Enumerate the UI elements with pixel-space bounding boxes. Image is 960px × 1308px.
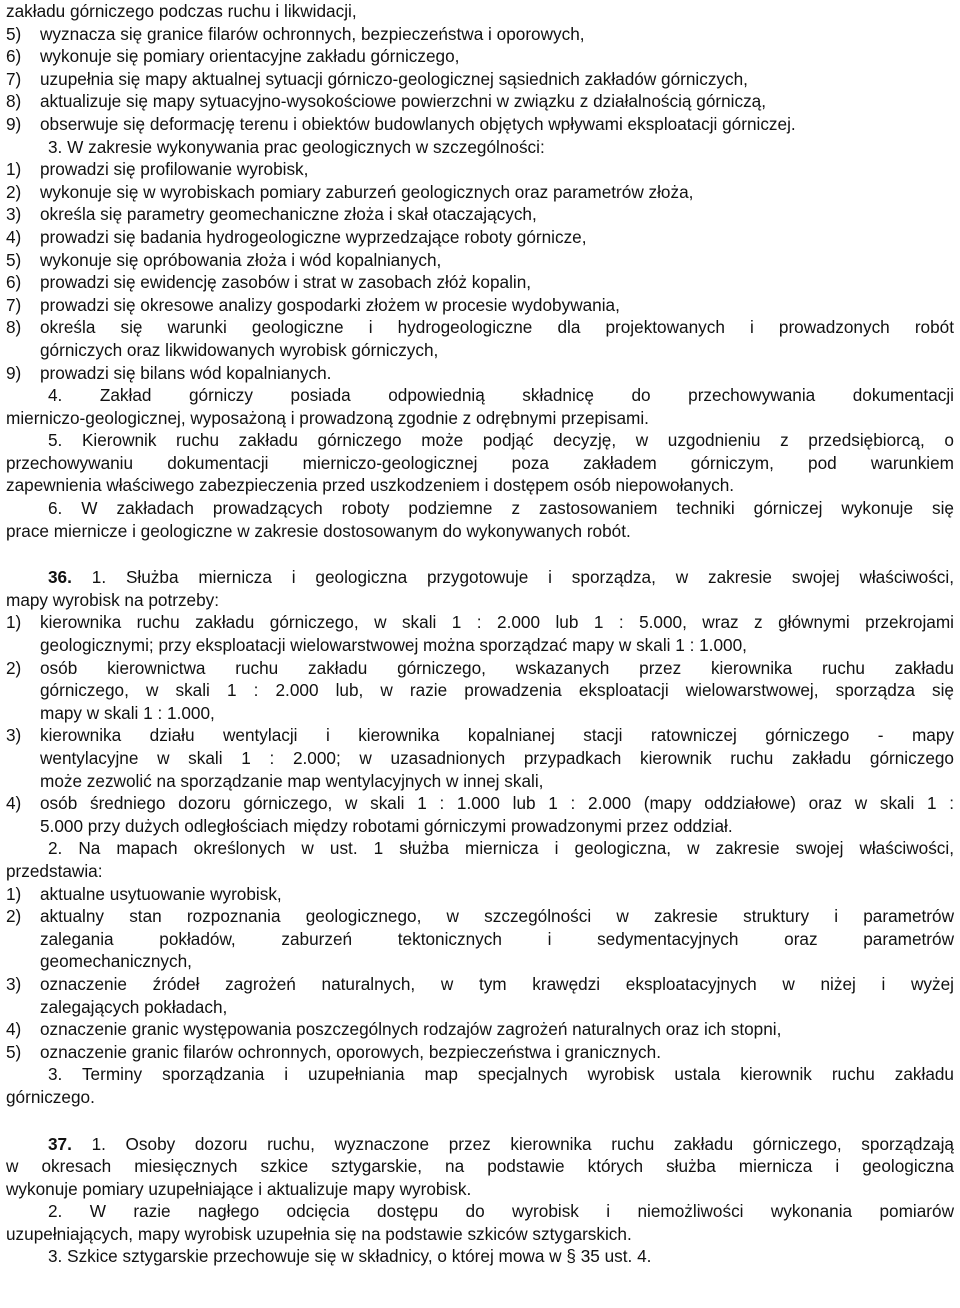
item-number: 2)	[6, 906, 22, 927]
item-number: 3)	[6, 725, 22, 746]
paragraph-line: górniczego.	[6, 1086, 95, 1107]
item-text: wykonuje się opróbowania złoża i wód kopalnianych,	[40, 249, 442, 270]
item-text: określa się parametry geomechaniczne złoża i skał otaczających,	[40, 204, 537, 225]
paragraph-line: uzupełniających, mapy wyrobisk uzupełnia się na podstawie szkiców sztygarskich.	[6, 1223, 632, 1244]
section-number: 36.	[48, 567, 72, 588]
list-item	[6, 23, 954, 46]
list-item	[6, 226, 954, 249]
list-item	[6, 316, 954, 339]
item-text: określa się warunki geologiczne i hydrogeologiczne dla projektowanych i prowadzonych robót	[40, 317, 954, 338]
item-number: 7)	[6, 294, 22, 315]
item-text: aktualny stan rozpoznania geologicznego, w szczególności w zakresie struktury i parametrów	[40, 906, 954, 927]
item-text: wykonuje się w wyrobiskach pomiary zaburzeń geologicznych oraz parametrów złoża,	[40, 181, 694, 202]
list-item	[6, 362, 954, 385]
item-number: 5)	[6, 23, 22, 44]
paragraph-line: zapewnienia właściwego zabezpieczenia przed uszkodzeniem i dostępem osób niepowołanych.	[6, 475, 735, 496]
item-number: 6)	[6, 272, 22, 293]
item-text: oznaczenie źródeł zagrożeń naturalnych, w tym krawędzi eksploatacyjnych w niżej i wyżej	[40, 973, 954, 994]
item-number: 9)	[6, 362, 22, 383]
item-number: 5)	[6, 249, 22, 270]
item-text: aktualizuje się mapy sytuacyjno-wysokościowe powierzchni w związku z działalnością górniczą,	[40, 91, 767, 112]
paragraph-line: prace miernicze i geologiczne w zakresie dostosowanym do wykonywanych robót.	[6, 520, 631, 541]
paragraph-line: przechowywaniu dokumentacji mierniczo-geologicznej poza zakładem górniczym, pod warunkiem	[6, 452, 954, 473]
list-item	[6, 271, 954, 294]
item-text-continued: górniczych oraz likwidowanych wyrobisk górniczych,	[40, 339, 439, 360]
item-text-continued: zalegających pokładach,	[40, 996, 228, 1017]
item-number: 1)	[6, 159, 22, 180]
item-text: kierownika działu wentylacji i kierownika kopalnianej stacji ratowniczej górniczego - mapy	[40, 725, 954, 746]
item-text: wykonuje się pomiary orientacyjne zakładu górniczego,	[40, 46, 460, 67]
section-gap	[6, 1109, 954, 1133]
list-item	[6, 249, 954, 272]
paragraph-line: 5. Kierownik ruchu zakładu górniczego może podjąć decyzję, w uzgodnieniu z przedsiębiorcą, o	[48, 430, 954, 451]
item-text: prowadzi się bilans wód kopalnianych.	[40, 362, 332, 383]
list-item	[6, 1041, 954, 1064]
item-text: prowadzi się ewidencję zasobów i strat w zasobach złóż kopalin,	[40, 272, 532, 293]
list-item	[6, 611, 954, 634]
list-item	[6, 113, 954, 136]
item-number: 4)	[6, 793, 22, 814]
list-item	[6, 905, 954, 928]
paragraph-line: mapy wyrobisk na potrzeby:	[6, 589, 220, 610]
list-item	[6, 657, 954, 680]
list-item	[6, 294, 954, 317]
item-number: 9)	[6, 113, 22, 134]
paragraph-line: 6. W zakładach prowadzących roboty podziemne z zastosowaniem techniki górniczej wykonuje się	[48, 498, 954, 519]
list-item	[6, 181, 954, 204]
item-number: 2)	[6, 181, 22, 202]
item-text: uzupełnia się mapy aktualnej sytuacji górniczo-geologicznej sąsiednich zakładów górniczych,	[40, 68, 748, 89]
item-number: 5)	[6, 1041, 22, 1062]
list-item	[6, 68, 954, 91]
item-text-continued: geologicznymi; przy eksploatacji wielowarstwowej można sporządzać mapy w skali 1 : 1.000,	[40, 635, 747, 656]
item-number: 6)	[6, 46, 22, 67]
paragraph-text: 1. Służba miernicza i geologiczna przygotowuje i sporządza, w zakresie swojej właściwości,	[91, 567, 954, 588]
item-number: 1)	[6, 883, 22, 904]
paragraph-intro: 3. W zakresie wykonywania prac geologicznych w szczególności:	[48, 136, 545, 157]
section-number: 37.	[48, 1133, 72, 1154]
item-number: 8)	[6, 317, 22, 338]
item-text: prowadzi się okresowe analizy gospodarki złożem w procesie wydobywania,	[40, 294, 620, 315]
list-item	[6, 45, 954, 68]
paragraph-line: 4. Zakład górniczy posiada odpowiednią składnicę do przechowywania dokumentacji	[48, 385, 954, 406]
item-text-continued: górniczego, w skali 1 : 2.000 lub, w razie prowadzenia eksploatacji wielowarstwowej, sporządza się	[40, 680, 954, 701]
item-text: obserwuje się deformację terenu i obiektów budowlanych objętych wpływami eksploatacji górniczej.	[40, 113, 796, 134]
paragraph-line: 2. W razie nagłego odcięcia dostępu do wyrobisk i niemożliwości wykonania pomiarów	[48, 1201, 954, 1222]
item-text: osób średniego dozoru górniczego, w skali 1 : 1.000 lub 1 : 2.000 (mapy oddziałowe) oraz w skali 1 :	[40, 793, 954, 814]
list-item	[6, 158, 954, 181]
list-item	[6, 883, 954, 906]
item-text-continued: wentylacyjne w skali 1 : 2.000; w uzasadnionych przypadkach kierownik ruchu zakładu górniczego	[40, 748, 954, 768]
item-number: 8)	[6, 91, 22, 112]
section-36-line	[6, 566, 954, 589]
paragraph-text: 1. Osoby dozoru ruchu, wyznaczone przez kierownika ruchu zakładu górniczego, sporządzają	[91, 1133, 954, 1154]
list-item	[6, 1018, 954, 1041]
list-item	[6, 973, 954, 996]
list-item	[6, 90, 954, 113]
item-number: 4)	[6, 1019, 22, 1040]
item-text: oznaczenie granic występowania poszczególnych rodzajów zagrożeń naturalnych oraz ich stopni,	[40, 1019, 782, 1040]
item-number: 4)	[6, 226, 22, 247]
paragraph-line: przedstawia:	[6, 860, 103, 881]
item-text: osób kierownictwa ruchu zakładu górniczego, wskazanych przez kierownika ruchu zakładu	[40, 657, 954, 678]
item-text-continued: zalegania pokładów, zaburzeń tektonicznych i sedymentacyjnych oraz parametrów	[40, 928, 954, 949]
item-text: wyznacza się granice filarów ochronnych, bezpieczeństwa i oporowych,	[40, 23, 585, 44]
item-text: aktualne usytuowanie wyrobisk,	[40, 883, 282, 904]
item-text-continued: geomechanicznych,	[40, 951, 192, 972]
list-item	[6, 203, 954, 226]
item-text-continued: 5.000 przy dużych odległościach między robotami górniczymi prowadzonymi przez oddział.	[40, 815, 733, 836]
item-text: oznaczenie granic filarów ochronnych, oporowych, bezpieczeństwa i granicznych.	[40, 1041, 661, 1062]
list-item	[6, 724, 954, 747]
paragraph-line: 2. Na mapach określonych w ust. 1 służba miernicza i geologiczna, w zakresie swojej właściwości,	[48, 838, 954, 859]
item-text: prowadzi się badania hydrogeologiczne wyprzedzające roboty górnicze,	[40, 226, 587, 247]
text-line: zakładu górniczego podczas ruchu i likwidacji,	[6, 1, 357, 21]
section-gap	[6, 542, 954, 566]
list-item	[6, 792, 954, 815]
paragraph-line: wykonuje pomiary uzupełniające i aktualizuje mapy wyrobisk.	[6, 1178, 472, 1199]
item-text: kierownika ruchu zakładu górniczego, w skali 1 : 2.000 lub 1 : 5.000, wraz z głównymi przekrojami	[40, 612, 954, 633]
item-number: 3)	[6, 973, 22, 994]
item-text-continued: mapy w skali 1 : 1.000,	[40, 702, 215, 723]
paragraph-line: w okresach miesięcznych szkice sztygarskie, na podstawie których służba miernicza i geologiczna	[6, 1156, 954, 1177]
item-text: prowadzi się profilowanie wyrobisk,	[40, 159, 309, 180]
item-number: 1)	[6, 612, 22, 633]
section-37-line	[6, 1133, 954, 1156]
paragraph-line: 3. Szkice sztygarskie przechowuje się w składnicy, o której mowa w § 35 ust. 4.	[48, 1246, 652, 1267]
item-text-continued: może zezwolić na sporządzanie map wentylacyjnych w innej skali,	[40, 770, 544, 791]
item-number: 3)	[6, 204, 22, 225]
paragraph-line: mierniczo-geologicznej, wyposażoną i prowadzoną zgodnie z odrębnymi przepisami.	[6, 407, 649, 428]
item-number: 2)	[6, 657, 22, 678]
item-number: 7)	[6, 68, 22, 89]
paragraph-line: 3. Terminy sporządzania i uzupełniania map specjalnych wyrobisk ustala kierownik ruchu zakładu	[48, 1064, 954, 1085]
